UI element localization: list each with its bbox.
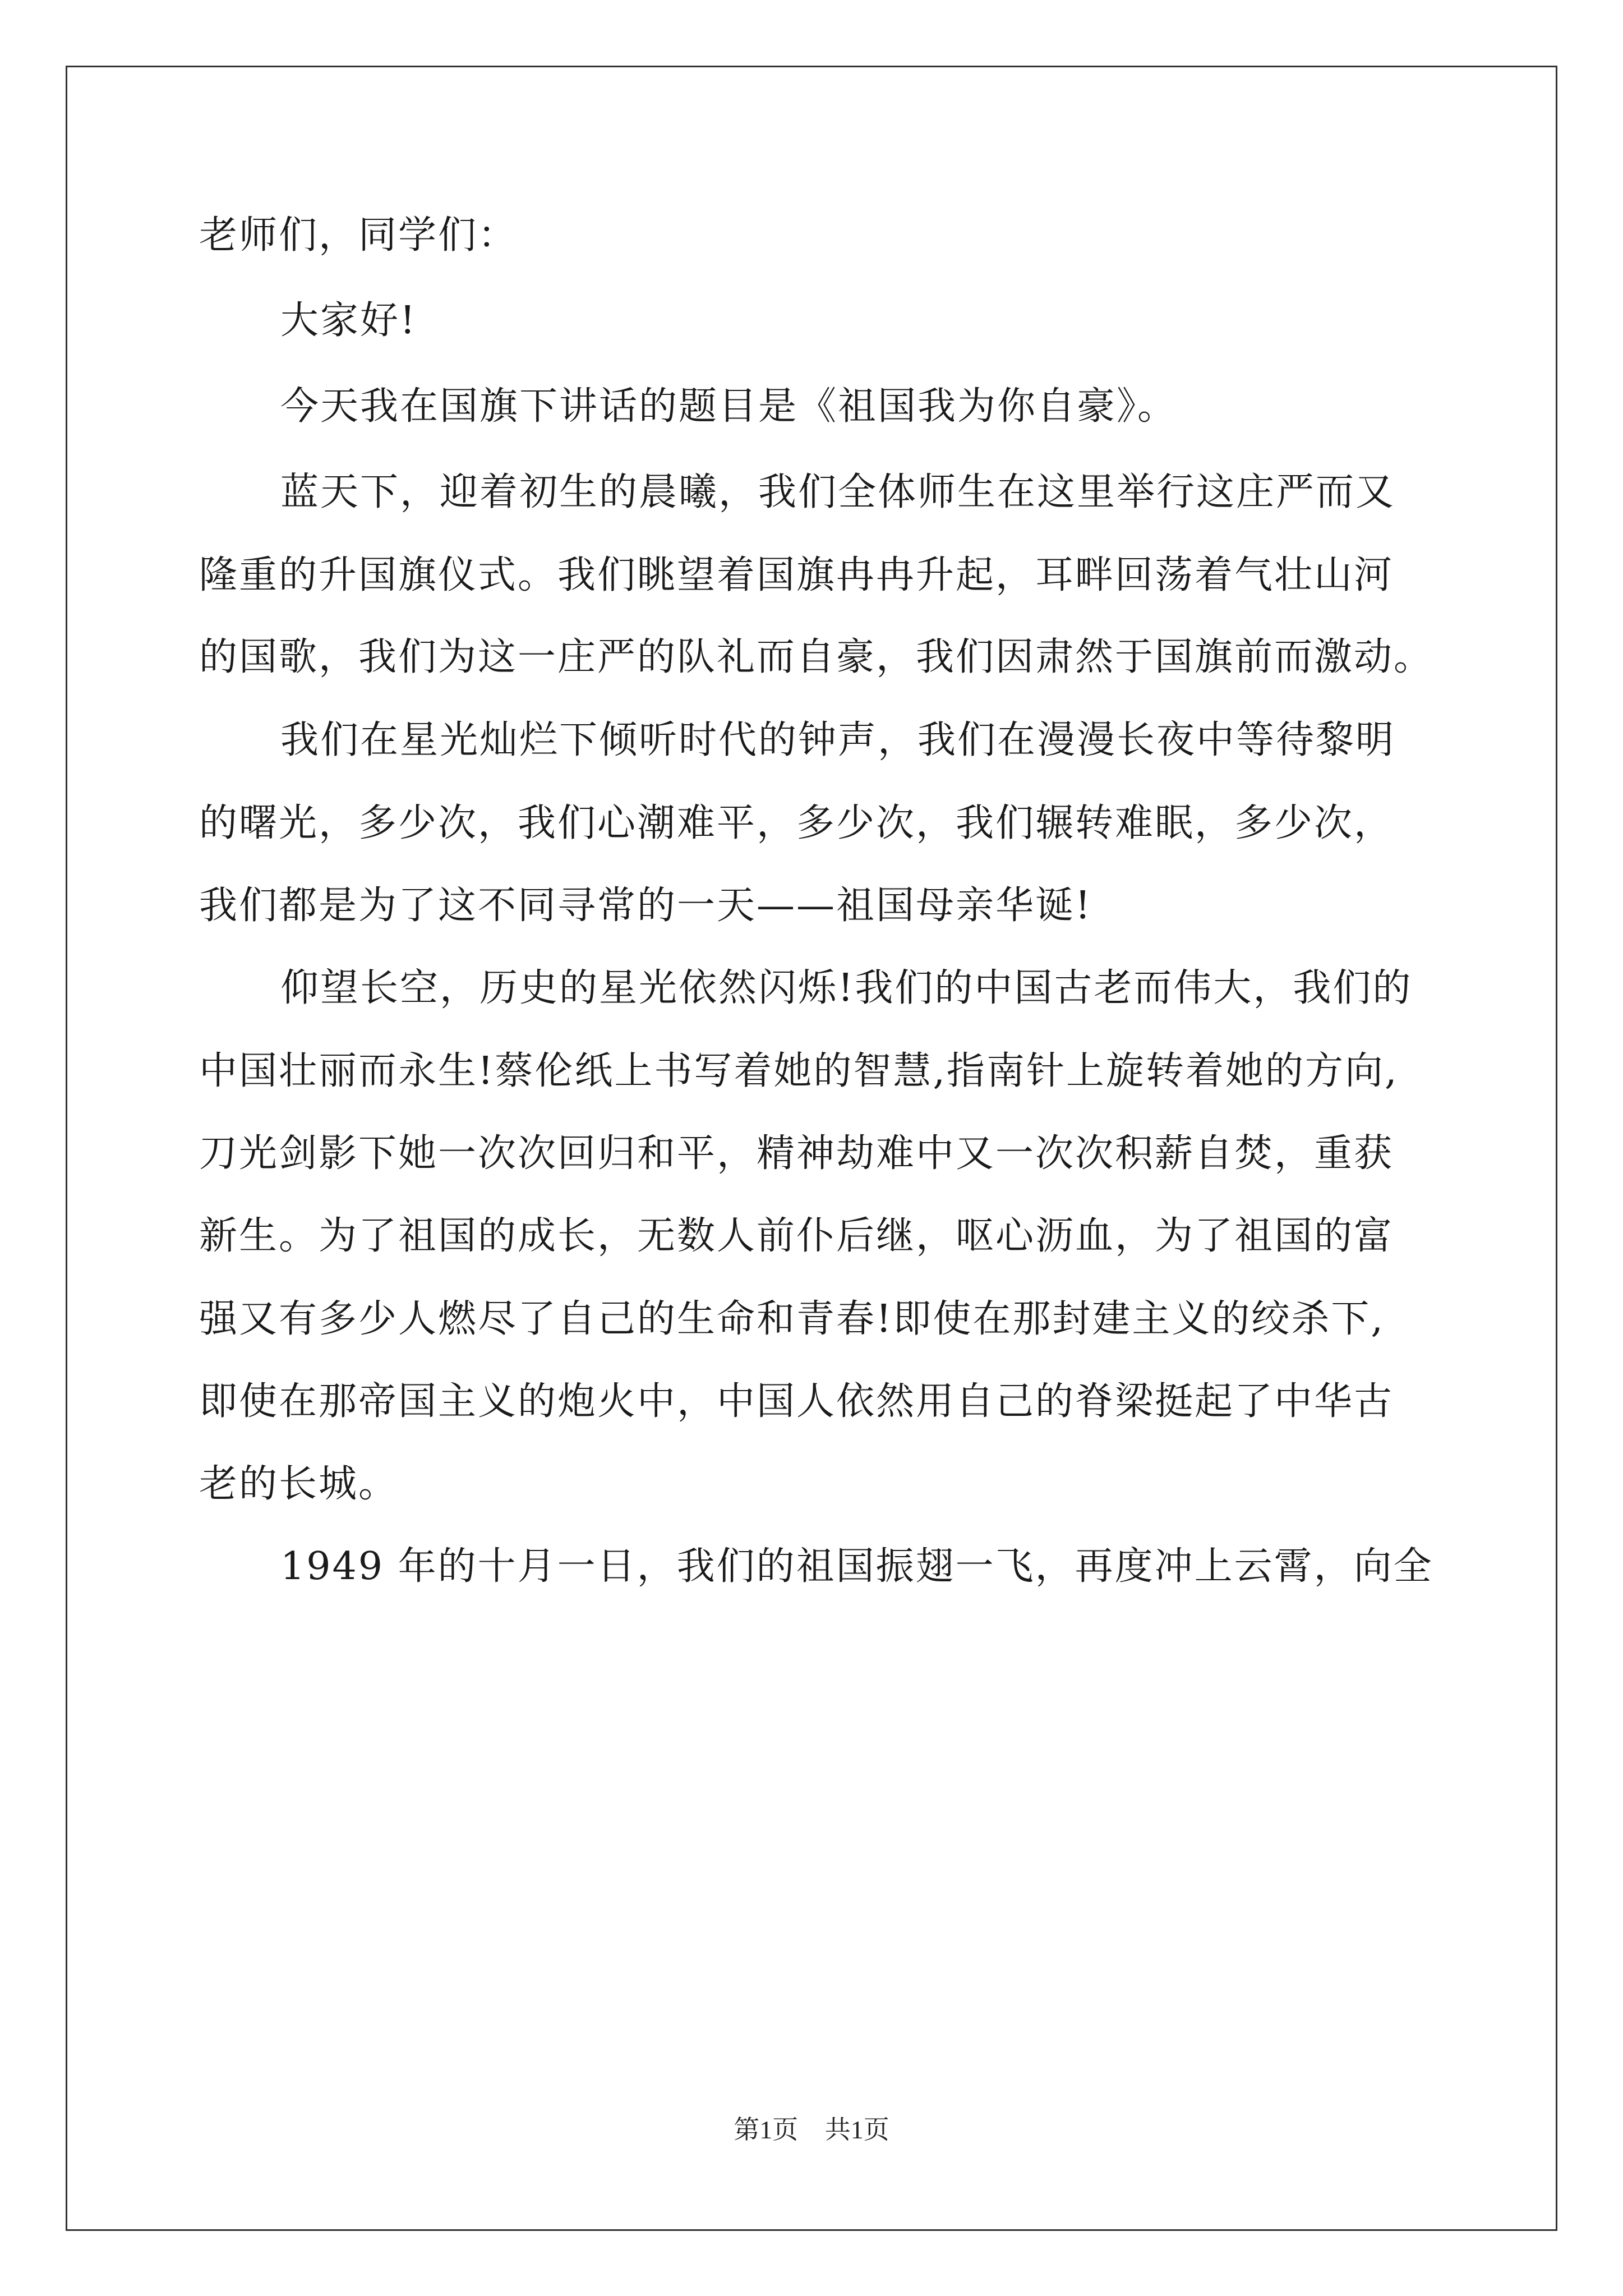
paragraph-line: 强又有多少人燃尽了自己的生命和青春!即使在那封建主义的绞杀下, <box>199 1297 1385 1341</box>
paragraph-line: 隆重的升国旗仪式。我们眺望着国旗冉冉升起，耳畔回荡着气壮山河 <box>199 553 1394 597</box>
salutation-line: 老师们，同学们： <box>199 213 518 257</box>
greeting-line: 大家好! <box>280 298 417 343</box>
paragraph-line: 新生。为了祖国的成长，无数人前仆后继，呕心沥血，为了祖国的富 <box>199 1214 1394 1258</box>
speech-title-line: 今天我在国旗下讲话的题目是《祖国我为你自豪》。 <box>280 384 1178 429</box>
paragraph-line: 1949 年的十月一日，我们的祖国振翅一飞，再度冲上云霄，向全 <box>280 1544 1433 1589</box>
paragraph-line: 即使在那帝国主义的炮火中，中国人依然用自己的脊梁挺起了中华古 <box>199 1379 1394 1424</box>
page-total: 共1页 <box>824 2115 889 2144</box>
paragraph-line: 的曙光，多少次，我们心潮难平，多少次，我们辗转难眠，多少次， <box>199 801 1394 845</box>
page-number: 第1页 <box>734 2115 799 2144</box>
paragraph-line: 我们在星光灿烂下倾听时代的钟声，我们在漫漫长夜中等待黎明 <box>280 718 1396 762</box>
paragraph-line: 刀光剑影下她一次次回归和平，精神劫难中又一次次积薪自焚，重获 <box>199 1131 1394 1176</box>
paragraph-line: 的国歌，我们为这一庄严的队礼而自豪，我们因肃然于国旗前而激动。 <box>199 635 1434 679</box>
paragraph-line: 我们都是为了这不同寻常的一天——祖国母亲华诞! <box>199 884 1092 928</box>
paragraph-line: 老的长城。 <box>199 1462 399 1506</box>
paragraph-line: 仰望长空，历史的星光依然闪烁!我们的中国古老而伟大，我们的 <box>280 966 1413 1010</box>
paragraph-line: 蓝天下，迎着初生的晨曦，我们全体师生在这里举行这庄严而又 <box>280 470 1396 514</box>
paragraph-line: 中国壮丽而永生!蔡伦纸上书写着她的智慧,指南针上旋转着她的方向, <box>199 1049 1399 1093</box>
page-footer <box>0 2109 1623 2146</box>
